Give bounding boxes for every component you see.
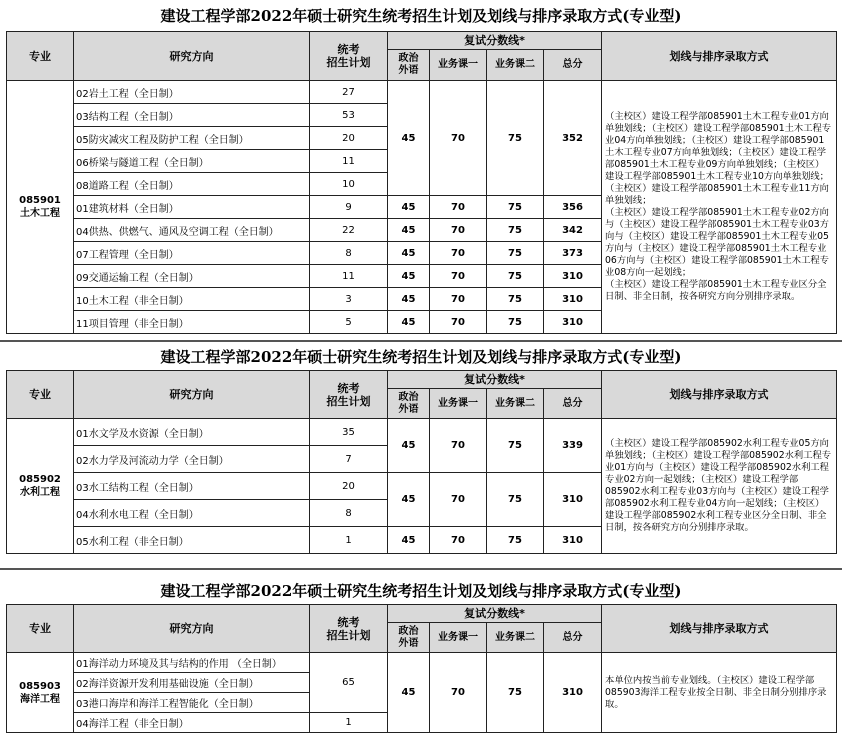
plan-cell: 1 [310,527,388,554]
politics-header-line2: 外语 [398,637,419,649]
course1-score: 70 [430,196,487,219]
direction-cell: 03结构工程（全日制） [74,104,310,127]
course2-score: 75 [487,473,544,527]
plan-cell: 5 [310,311,388,334]
politics-score: 45 [388,219,430,242]
direction-header: 研究方向 [74,371,310,419]
major-name: 海洋工程 [20,693,60,705]
plan-header-line1: 统考 [337,381,360,395]
plan-header-line2: 招生计划 [326,394,371,408]
score-group-header: 复试分数线* [388,371,602,389]
politics-header-line2: 外语 [398,403,419,415]
total-score: 310 [544,265,602,288]
course2-score: 75 [487,242,544,265]
section-title: 建设工程学部2022年硕士研究生统考招生计划及划线与排序录取方式(专业型) [160,348,682,366]
plan-cell: 11 [310,150,388,173]
major-cell [7,419,74,554]
table-row [7,653,837,673]
direction-cell: 10土木工程（非全日制） [74,288,310,311]
course2-score: 75 [487,288,544,311]
total-score: 373 [544,242,602,265]
politics-header-line1: 政治 [398,625,419,637]
direction-header: 研究方向 [74,32,310,81]
course1-header: 业务课一 [430,623,487,653]
direction-cell: 03水工结构工程（全日制） [74,473,310,500]
section-divider [0,340,842,342]
total-header: 总分 [544,389,602,419]
plan-cell: 20 [310,473,388,500]
direction-cell: 05防灾减灾工程及防护工程（全日制） [74,127,310,150]
direction-cell: 01建筑材料（全日制） [74,196,310,219]
method-line-1: （主校区）建设工程学部085901土木工程专业01方向单独划线；（主校区）建设工程学部085901土木工程专业04方向单独划线；（主校区）建设工程学部085901土木工程专业07方向单独划线；（主校区）建设工程学部085901土木工程专业09方向单独划线；（主校区）建设工程学部085901土木工程专业10方向单独划线；（主校区）建设工程学部085901土木工程专业11方向单独划线； [605,111,832,206]
section-ocean-engineering [6,578,836,736]
major-code: 085901 [19,195,61,206]
hydraulic-engineering-table [6,370,837,554]
politics-score: 45 [388,473,430,527]
major-name: 水利工程 [20,487,60,498]
major-code: 085903 [19,680,61,692]
politics-score: 45 [388,196,430,219]
major-name: 土木工程 [20,208,60,219]
politics-score: 45 [388,265,430,288]
plan-cell: 53 [310,104,388,127]
course1-score: 70 [430,81,487,196]
course1-score: 70 [430,219,487,242]
direction-cell: 02水力学及河流动力学（全日制） [74,446,310,473]
direction-cell: 01海洋动力环境及其与结构的作用 （全日制） [74,653,310,673]
method-header: 划线与排序录取方式 [602,605,837,653]
total-score: 339 [544,419,602,473]
course1-header: 业务课一 [430,50,487,81]
direction-cell: 02岩土工程（全日制） [74,81,310,104]
table-row [7,81,837,104]
section-title: 建设工程学部2022年硕士研究生统考招生计划及划线与排序录取方式(专业型) [160,582,682,600]
course1-score: 70 [430,242,487,265]
plan-cell: 9 [310,196,388,219]
course2-score: 75 [487,219,544,242]
direction-cell: 03港口海岸和海洋工程智能化（全日制） [74,693,310,713]
direction-cell: 04海洋工程（非全日制） [74,713,310,733]
major-cell [7,653,74,733]
politics-score: 45 [388,311,430,334]
politics-score: 45 [388,242,430,265]
politics-score: 45 [388,81,430,196]
ocean-engineering-table [6,604,837,733]
politics-header-line1: 政治 [398,53,419,64]
politics-header [388,50,430,81]
score-group-header: 复试分数线* [388,32,602,50]
course1-header: 业务课一 [430,389,487,419]
course2-score: 75 [487,419,544,473]
direction-cell: 01水文学及水资源（全日制） [74,419,310,446]
total-score: 352 [544,81,602,196]
plan-header-line2: 招生计划 [326,628,371,642]
total-score: 310 [544,473,602,527]
direction-cell: 04水利水电工程（全日制） [74,500,310,527]
course1-score: 70 [430,288,487,311]
plan-header-line1: 统考 [337,615,360,629]
major-code: 085902 [19,474,61,485]
method-line-2: （主校区）建设工程学部085901土木工程专业02方向与（主校区）建设工程学部085901土木工程专业03方向与（主校区）建设工程学部085901土木工程专业05方向与（主校区）建设工程学部085901土木工程专业06方向与（主校区）建设工程学部085901土木工程专业08方向一起划线； [605,207,829,278]
plan-header-line2: 招生计划 [326,56,371,69]
course2-header: 业务课二 [487,389,544,419]
method-line-3: （主校区）建设工程学部085901土木工程专业区分全日制、非全日制，按各研究方向分别排序录取。 [605,279,827,302]
major-cell [7,81,74,334]
direction-cell: 05水利工程（非全日制） [74,527,310,554]
course2-score: 75 [487,81,544,196]
plan-cell: 7 [310,446,388,473]
course2-score: 75 [487,311,544,334]
method-description: （主校区）建设工程学部085902水利工程专业05方向单独划线；（主校区）建设工程学部085902水利工程专业01方向与（主校区）建设工程学部085902水利工程专业02方向一起划线；（主校区）建设工程学部085902水利工程专业03方向与（主校区）建设工程学部085902水利工程专业04方向一起划线；（主校区）建设工程学部085902水利工程专业区分全日制、非全日制，按各研究方向分别排序录取。 [602,419,837,554]
politics-header-line1: 政治 [398,391,419,403]
plan-cell: 65 [310,653,388,713]
direction-cell: 09交通运输工程（全日制） [74,265,310,288]
plan-header [310,32,388,81]
politics-score: 45 [388,419,430,473]
politics-score: 45 [388,653,430,733]
direction-header: 研究方向 [74,605,310,653]
plan-cell: 35 [310,419,388,446]
course2-score: 75 [487,653,544,733]
table-row [7,419,837,446]
section-hydraulic-engineering [6,344,836,556]
course1-score: 70 [430,265,487,288]
politics-header [388,389,430,419]
plan-cell: 1 [310,713,388,733]
total-score: 310 [544,311,602,334]
course2-header: 业务课二 [487,50,544,81]
total-header: 总分 [544,623,602,653]
course2-score: 75 [487,196,544,219]
total-score: 310 [544,653,602,733]
course1-score: 70 [430,527,487,554]
method-header: 划线与排序录取方式 [602,371,837,419]
plan-header [310,605,388,653]
course2-header: 业务课二 [487,623,544,653]
direction-cell: 11项目管理（非全日制） [74,311,310,334]
plan-cell: 22 [310,219,388,242]
course2-score: 75 [487,265,544,288]
total-score: 310 [544,288,602,311]
course1-score: 70 [430,653,487,733]
major-header: 专业 [7,371,74,419]
plan-header [310,371,388,419]
section-civil-engineering [6,2,836,337]
direction-cell: 04供热、供燃气、通风及空调工程（全日制） [74,219,310,242]
politics-header-line2: 外语 [398,65,419,76]
total-score: 342 [544,219,602,242]
method-header: 划线与排序录取方式 [602,32,837,81]
total-header: 总分 [544,50,602,81]
method-description: 本单位内按当前专业划线。（主校区）建设工程学部085903海洋工程专业按全日制、非全日制分别排序录取。 [602,653,837,733]
course1-score: 70 [430,311,487,334]
politics-header [388,623,430,653]
plan-cell: 10 [310,173,388,196]
plan-cell: 8 [310,242,388,265]
politics-score: 45 [388,527,430,554]
plan-cell: 11 [310,265,388,288]
direction-cell: 06桥梁与隧道工程（全日制） [74,150,310,173]
politics-score: 45 [388,288,430,311]
plan-cell: 27 [310,81,388,104]
major-header: 专业 [7,605,74,653]
plan-cell: 8 [310,500,388,527]
plan-cell: 20 [310,127,388,150]
total-score: 356 [544,196,602,219]
section-title: 建设工程学部2022年硕士研究生统考招生计划及划线与排序录取方式(专业型) [160,7,682,25]
course1-score: 70 [430,419,487,473]
direction-cell: 07工程管理（全日制） [74,242,310,265]
civil-engineering-table [6,31,837,334]
direction-cell: 02海洋资源开发利用基础设施（全日制） [74,673,310,693]
course1-score: 70 [430,473,487,527]
section-divider [0,568,842,570]
total-score: 310 [544,527,602,554]
course2-score: 75 [487,527,544,554]
major-header: 专业 [7,32,74,81]
method-description [602,81,837,334]
plan-header-line1: 统考 [337,43,360,56]
direction-cell: 08道路工程（全日制） [74,173,310,196]
score-group-header: 复试分数线* [388,605,602,623]
plan-cell: 3 [310,288,388,311]
